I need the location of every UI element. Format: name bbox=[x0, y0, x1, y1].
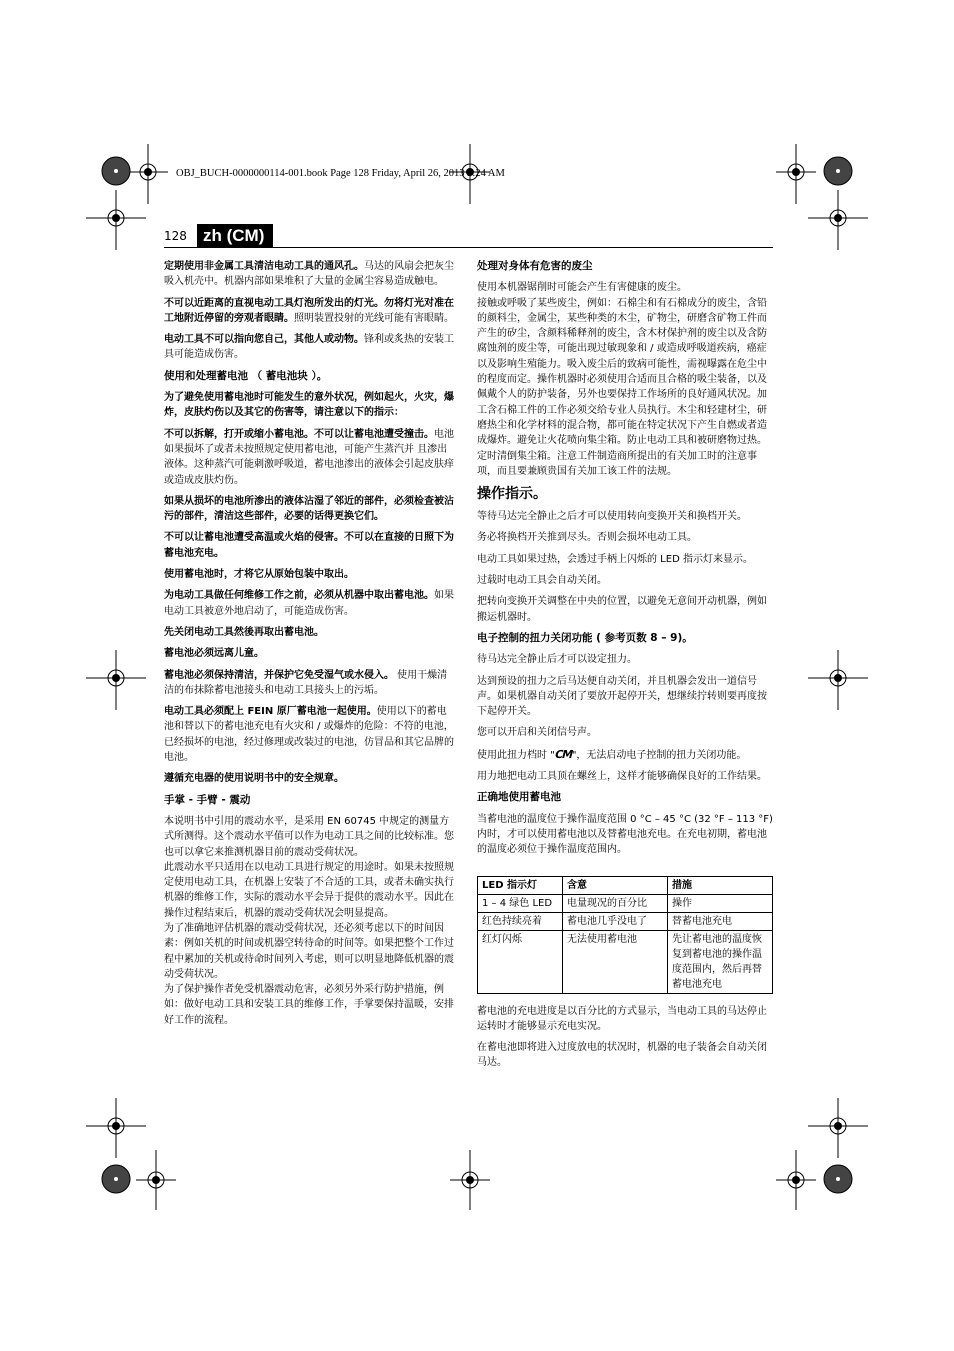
paragraph: 电动工具不可以指向您自己，其他人或动物。锋利或炙热的安装工具可能造成伤害。 bbox=[164, 334, 454, 361]
table-cell: 红灯闪烁 bbox=[478, 930, 563, 993]
paragraph: 接触或呼吸了某些废尘，例如：石棉尘和有石棉成分的废尘，含铅的颜料尘，金属尘，某些种类的木尘，矿物尘，研磨含矿物工件而产生的矽尘，含颜料稀释剂的废尘，含木材保护剂的废尘以及含防腐蚀剂的废尘等，可能出现过敏现象和 / 或造成呼吸道疾病，癌症以及影响生殖能力。吸入废尘后的致病可能性，需视曝露在危尘中的程度而定。操作机器时必须使用合适而且合格的吸尘装备，以及佩戴个人的防护装备，另外也要保持工作场所的良好通风状况。加工含石棉工件的工作必须交给专业人员执行。木尘和轻建材尘，研磨热尘和化学材料的混合物，都可能在特定状况下产生自燃或者造成爆炸。避免让火花喷向集尘箱。防止电动工具和被研磨物过热。定时清倒集尘箱。注意工件制造商所提出的有关加工时的注意事项，而且要兼顾贵国有关加工该工件的法规。 bbox=[477, 297, 767, 477]
paragraph: 蓄电池的充电进度是以百分比的方式显示，当电动工具的马达停止运转时才能够显示充电实况。 bbox=[477, 1005, 767, 1032]
paragraph: 电动工具必须配上 FEIN 原厂蓄电池一起使用。使用以下的蓄电池和替以下的蓄电池充电有火灾和 / 或爆炸的危险：不符的电池，已经损坏的电池，经过修理或改装过的电池，仿冒品和其它品牌的电池。 bbox=[164, 706, 454, 764]
paragraph: 使用此扭力档时 "CM"，无法启动电子控制的扭力关闭功能。 bbox=[477, 747, 747, 761]
paragraph: 蓄电池必须保持清洁，并保护它免受湿气或水侵入。 使用干燥清洁的布抹除蓄电池接头和电动工具接头上的污垢。 bbox=[164, 669, 448, 696]
color-wheel-icon bbox=[823, 156, 853, 186]
left-column bbox=[164, 259, 454, 1028]
paragraph: 本说明书中引用的震动水平，是采用 EN 60745 中规定的测量方式所测得。这个震动水平值可以作为电动工具之间的比较标准。您也可以拿它来推测机器目前的震动受荷状况。 bbox=[164, 815, 454, 858]
paragraph: 不可以近距离的直视电动工具灯泡所发出的灯光。勿将灯光对准在工地附近停留的旁观者眼睛。照明装置投射的光线可能有害眼睛。 bbox=[164, 297, 454, 324]
table-cell: 无法使用蓄电池 bbox=[563, 930, 668, 993]
paragraph: 电动工具如果过热，会透过手柄上闪烁的 LED 指示灯来显示。 bbox=[477, 553, 753, 565]
table-row bbox=[478, 894, 773, 912]
led-table bbox=[477, 876, 773, 994]
table-header: LED 指示灯 bbox=[478, 876, 563, 894]
section-heading: 操作指示。 bbox=[477, 486, 547, 503]
paragraph: 当蓄电池的温度位于操作温度范围 0 °C – 45 °C (32 °F – 113 °F) 内时，才可以使用蓄电池以及替蓄电池充电。在充电初期，蓄电池的温度必须位于操作温度范围内。 bbox=[477, 813, 773, 856]
paragraph: 此震动水平只适用在以电动工具进行规定的用途时。如果未按照规定使用电动工具，在机器上安装了不合适的工具，或者未确实执行机器的维修工作，实际的震动水平会异于提供的震动水平。因此在操作过程结束后，机器的震动受荷状况会明显提高。 bbox=[164, 861, 454, 919]
table-header-row bbox=[478, 876, 773, 894]
registration-crosshair-icon bbox=[808, 190, 868, 250]
color-wheel-icon bbox=[101, 156, 131, 186]
header-rule bbox=[164, 247, 773, 248]
paragraph: 在蓄电池即将进入过度放电的状况时，机器的电子装备会自动关闭马达。 bbox=[477, 1042, 767, 1069]
registration-crosshair-icon bbox=[808, 1098, 868, 1158]
table-cell: 红色持续亮着 bbox=[478, 912, 563, 930]
section-heading: 处理对身体有危害的废尘 bbox=[477, 260, 593, 272]
table-header: 含意 bbox=[563, 876, 668, 894]
section-heading: 电子控制的扭力关闭功能 ( 参考页数 8 – 9)。 bbox=[477, 631, 693, 644]
paragraph: 蓄电池必须远离儿童。 bbox=[164, 648, 264, 660]
page-number: 128 bbox=[164, 229, 187, 243]
paragraph: 待马达完全静止后才可以设定扭力。 bbox=[477, 654, 637, 666]
paragraph: 务必将换档开关推到尽头。否则会损坏电动工具。 bbox=[477, 532, 697, 544]
paragraph: 使用蓄电池时，才将它从原始包装中取出。 bbox=[164, 569, 354, 581]
paragraph: 等待马达完全静止之后才可以使用转向变换开关和换档开关。 bbox=[477, 511, 747, 523]
registration-crosshair-icon bbox=[776, 1150, 816, 1210]
table-cell: 先让蓄电池的温度恢复到蓄电池的操作温度范围内，然后再替蓄电池充电 bbox=[668, 930, 773, 993]
registration-crosshair-icon bbox=[86, 650, 146, 710]
table-header: 措施 bbox=[668, 876, 773, 894]
registration-crosshair-icon bbox=[136, 1150, 176, 1210]
paragraph: 过载时电动工具会自动关闭。 bbox=[477, 575, 607, 587]
section-heading: 正确地使用蓄电池 bbox=[477, 791, 561, 804]
paragraph: 把转向变换开关调整在中央的位置，以避免无意间开动机器，例如搬运机器时。 bbox=[477, 596, 767, 623]
table-cell: 蓄电池几乎没电了 bbox=[563, 912, 668, 930]
table-cell: 替蓄电池充电 bbox=[668, 912, 773, 930]
table-cell: 操作 bbox=[668, 894, 773, 912]
table-row bbox=[478, 930, 773, 993]
paragraph: 为了避免使用蓄电池时可能发生的意外状况，例如起火，火灾，爆炸，皮肤灼伤以及其它的伤害等，请注意以下的指示： bbox=[164, 392, 454, 419]
paragraph: 如果从损坏的电池所渗出的液体沾湿了邻近的部件，必须检查被沾污的部件，清洁这些部件，必要的话得更换它们。 bbox=[164, 495, 454, 523]
registration-crosshair-icon bbox=[808, 650, 868, 710]
registration-crosshair-icon bbox=[450, 1150, 490, 1210]
color-wheel-icon bbox=[101, 1164, 131, 1194]
paragraph: 不可以让蓄电池遭受高温或火焰的侵害。不可以在直接的日照下为蓄电池充电。 bbox=[164, 532, 454, 559]
paragraph: 您可以开启和关闭信号声。 bbox=[477, 727, 597, 739]
color-wheel-icon bbox=[823, 1164, 853, 1194]
paragraph: 为电动工具做任何维修工作之前，必须从机器中取出蓄电池。如果电动工具被意外地启动了，可能造成伤害。 bbox=[164, 590, 454, 617]
paragraph: 为了准确地评估机器的震动受荷状况，还必须考虑以下的时间因素：例如关机的时间或机器空转待命的时间等。如果把整个工作过程中累加的关机或待命时间列入考虑，则可以明显地降低机器的震动受荷状况。 bbox=[164, 922, 454, 980]
paragraph: 用力地把电动工具顶在螺丝上，这样才能够确保良好的工作结果。 bbox=[477, 771, 767, 783]
right-column bbox=[477, 259, 773, 1077]
paragraph: 先关闭电动工具然後再取出蓄电池。 bbox=[164, 626, 324, 638]
section-heading: 手掌 - 手臂 - 震动 bbox=[164, 793, 251, 806]
paragraph: 遵循充电器的使用说明书中的安全规章。 bbox=[164, 773, 344, 785]
paragraph: 达到预设的扭力之后马达便自动关闭，并且机器会发出一道信号声。如果机器自动关闭了要放开起停开关，想继续拧转则要再度按下起停开关。 bbox=[477, 675, 767, 718]
paragraph: 定期使用非金属工具清洁电动工具的通风孔。马达的风扇会把灰尘吸入机壳中。机器内部如果堆积了大量的金属尘容易造成触电。 bbox=[164, 261, 454, 288]
paragraph: 为了保护操作者免受机器震动危害，必须另外采行防护措施，例如：做好电动工具和安装工具的维修工作，手掌要保持温暖，安排好工作的流程。 bbox=[164, 984, 454, 1026]
section-heading: 使用和处理蓄电池 （ 蓄电池块 ）。 bbox=[164, 369, 328, 382]
table-row bbox=[478, 912, 773, 930]
paragraph: 不可以拆解，打开或缩小蓄电池。不可以让蓄电池遭受撞击。电池如果损坏了或者未按照规定使用蓄电池，可能产生蒸汽并 且渗出液体。这种蒸汽可能刺激呼吸道，蓄电池渗出的液体会引起皮肤痒或造成皮肤灼伤。 bbox=[164, 428, 454, 486]
book-info: OBJ_BUCH-0000000114-001.book Page 128 Friday, April 26, 2013 9:24 AM bbox=[176, 168, 505, 179]
table-cell: 1 – 4 绿色 LED bbox=[478, 894, 563, 912]
registration-crosshair-icon bbox=[86, 190, 146, 250]
paragraph: 使用本机器锯削时可能会产生有害健康的废尘。 bbox=[477, 282, 687, 294]
registration-crosshair-icon bbox=[86, 1098, 146, 1158]
table-cell: 电量现况的百分比 bbox=[563, 894, 668, 912]
language-tag: zh (CM) bbox=[197, 224, 273, 248]
torque-symbol-icon: CM bbox=[553, 747, 574, 761]
